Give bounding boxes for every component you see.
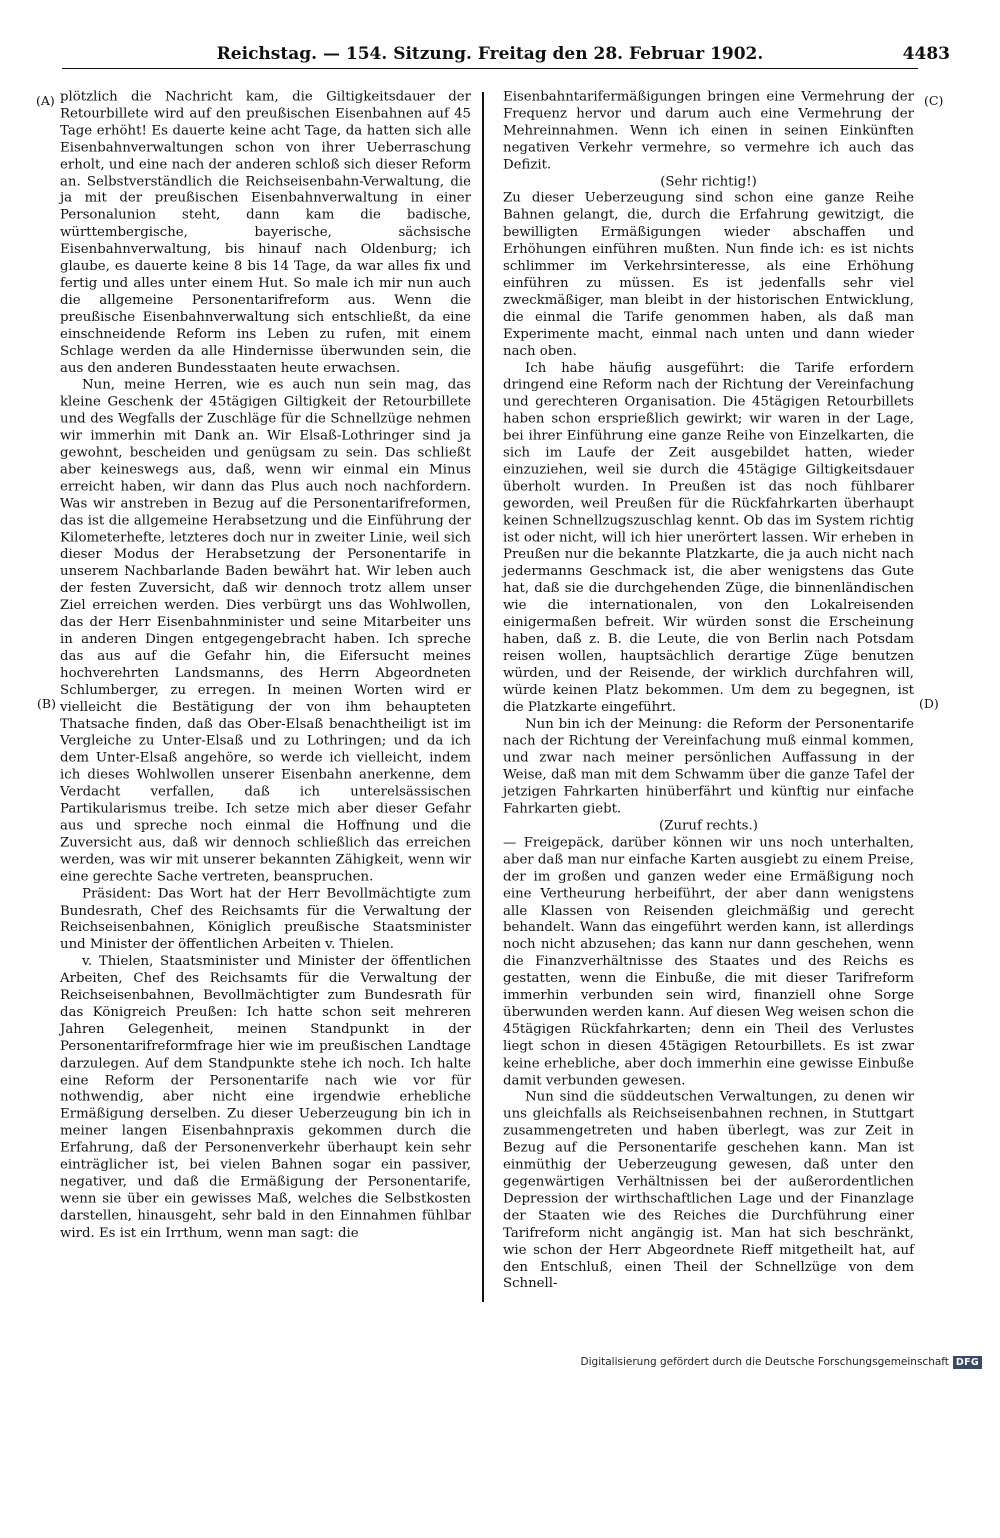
paragraph: Nun bin ich der Meinung: die Reform der Personentarife nach der Richtung der Vereinfachung muß einmal kommen, und zwar nach meiner persönlichen Auffassung in der Weise, daß man mit dem Schwamm über die ganze Tafel der jetzigen Fahrkarten hinüberfährt und künftig nur einfache Fahrkarten giebt.: [503, 717, 914, 817]
margin-marker-b: (B): [37, 696, 56, 711]
margin-marker-d: (D): [919, 696, 939, 711]
paragraph: Präsident: Das Wort hat der Herr Bevollmächtigte zum Bundesrath, Chef des Reichsamts für die Verwaltung der Reichseisenbahnen, Königlich preußische Staatsminister und Minister der öffentlichen Arbeiten v. Thielen.: [60, 886, 471, 953]
paragraph: Nun, meine Herren, wie es auch nun sein mag, das kleine Geschenk der 45tägigen Giltigkeit der Retourbillete und des Wegfalls der Zuschläge für die Schnellzüge nehmen wir immerhin mit Dank an. Wir Elsaß-Lothringer sind ja gewohnt, bescheiden und genügsam zu sein. Das schließt aber keineswegs aus, daß, wenn wir einmal ein Minus erreicht haben, wir dann das Plus auch noch nachfordern. Was wir anstreben in Bezug auf die Personentarifreformen, das ist die allgemeine Herabsetzung und die Einführung der Kilometerhefte, letzteres doch nur in zweiter Linie, weil sich dieser Modus der Herabsetzung der Personentarife in unserem Nachbarlande Baden bewährt hat. Wir leben auch der festen Zuversicht, daß wir dennoch trotz allem unser Ziel erreichen werden. Dies verbürgt uns das Wohlwollen, das der Herr Eisenbahnminister und seine Mitarbeiter uns in anderen Dingen entgegengebracht haben. Ich spreche das aus auf die Gefahr hin, die Eifersucht meines hochverehrten Landsmanns, des Herrn Abgeordneten Schlumberger, zu erregen. In meinen Worten wird er vielleicht die Bestätigung der von ihm behaupteten Thatsache finden, daß das Ober-Elsaß benachtheiligt ist im Vergleiche zu Unter-Elsaß und zu Lothringen; und da ich dem Unter-Elsaß angehöre, so werde ich vielleicht, indem ich dieses Wohlwollen unserer Eisenbahn anerkenne, dem Verdacht verfallen, daß ich unterelsässischen Partikularismus treibe. Ich setze mich aber dieser Gefahr aus und spreche noch einmal die Hoffnung und die Zuversicht aus, daß wir dennoch schließlich das erreichen werden, was wir mit unserer bekannten Zähigkeit, wenn wir eine gerechte Sache vertreten, beanspruchen.: [60, 378, 471, 885]
margin-marker-a: (A): [36, 93, 55, 108]
paragraph: Eisenbahntarifermäßigungen bringen eine Vermehrung der Frequenz hervor und darum auch eine Vermehrung der Mehreinnahmen. Wenn ich einen in seinen Einkünften negativen Verkehr vermehre, so vermehre ich auch das Defizit.: [503, 89, 914, 172]
footer-credit: [581, 1353, 982, 1371]
dfg-logo: DFG: [953, 1356, 982, 1369]
left-column: [60, 89, 471, 1538]
page-number: 4483: [902, 44, 950, 64]
paragraph: — Freigepäck, darüber können wir uns noch unterhalten, aber daß man nur einfache Karten ausgiebt zu einem Preise, der im großen und ganzen weder eine Ermäßigung noch eine Vertheurung herbeiführt, der aber dann wenigstens alle Klassen von Reisenden gleichmäßig und gerecht behandelt. Wann das eingeführt werden kann, ist allerdings noch nicht abzusehen; das kann nur dann geschehen, wenn die Finanzverhältnisse des Staates und des Reichs es gestatten, wenn die Einbuße, die mit dieser Tarifreform immerhin verbunden sein wird, finanziell ohne Sorge überwunden werden kann. Auf diesen Weg weisen schon die 45tägigen Rückfahrkarten; denn ein Theil des Verlustes liegt schon in diesen 45tägigen Retourbillets. Es ist zwar keine erhebliche, aber doch immerhin eine gewisse Einbuße damit verbunden gewesen.: [503, 836, 914, 1088]
paragraph: Zu dieser Ueberzeugung sind schon eine ganze Reihe Bahnen gelangt, die, durch die Erfahrung gewitzigt, die bewilligten Ermäßigungen wieder abschaffen und Erhöhungen einführen mußten. Nun finde ich: es ist nichts schlimmer im Verkehrsinteresse, als eine Erhöhung einführen zu müssen. Es ist jedenfalls sehr viel zweckmäßiger, man bleibt in der historischen Entwicklung, die einmal die Tarife genommen haben, als daß man Experimente macht, einmal nach unten und dann wieder nach oben.: [503, 191, 914, 359]
right-column: [503, 89, 914, 1538]
header-title: Reichstag. — 154. Sitzung. Freitag den 28. Februar 1902.: [216, 44, 764, 64]
paragraph: (Zuruf rechts.): [659, 819, 758, 834]
paragraph: Ich habe häufig ausgeführt: die Tarife erfordern dringend eine Reform nach der Richtung der Vereinfachung und gerechteren Organisation. Die 45tägigen Retourbillets haben schon ersprießlich gewirkt; wir waren in der Lage, bei ihrer Einführung eine ganze Reihe von Einzelkarten, die sich im Laufe der Zeit ausgebildet hatten, wieder einzuziehen, weil sie durch die 45tägige Giltigkeitsdauer überholt wurden. In Preußen ist das noch fühlbarer geworden, weil Preußen für die Rückfahrkarten überhaupt keinen Schnellzugszuschlag kennt. Ob das im System richtig ist oder nicht, will ich hier unerörtert lassen. Wir erheben in Preußen nur die bekannte Platzkarte, die ja auch nicht nach jedermanns Geschmack ist, die aber wenigstens das Gute hat, daß sie die durchgehenden Züge, die binnenländischen wie die internationalen, von den Lokalreisenden einigermaßen befreit. Wir würden sonst die Erscheinung haben, daß z. B. die Leute, die von Berlin nach Potsdam reisen wollen, hauptsächlich derartige Züge benutzen würden, und der Reisende, der wirklich durchfahren will, würde keinen Platz bekommen. Um dem zu begegnen, ist die Platzkarte eingeführt.: [503, 361, 914, 715]
paragraph: Nun sind die süddeutschen Verwaltungen, zu denen wir uns gleichfalls als Reichseisenbahnen rechnen, in Stuttgart zusammengetreten und haben überlegt, was zur Zeit in Bezug auf die Personentarife geschehen kann. Man ist einmüthig der Ueberzeugung gewesen, daß unter den gegenwärtigen Verhältnissen bei der außerordentlichen Depression der wirthschaftlichen Lage und der Finanzlage der Staaten wie des Reiches die Durchführung einer Tarifreform nicht angängig ist. Man hat sich beschränkt, wie schon der Herr Abgeordnete Rieff mitgetheilt hat, auf den Entschluß, einen Theil der Schnellzüge von dem Schnell-: [503, 1090, 914, 1292]
paragraph: plötzlich die Nachricht kam, die Giltigkeitsdauer der Retourbillete wird auf den preußischen Eisenbahnen auf 45 Tage erhöht! Es dauerte keine acht Tage, da hatten sich alle Eisenbahnverwaltungen schon von ihrer Ueberraschung erholt, und eine nach der anderen schloß sich dieser Reform an. Selbstverständlich die Reichseisenbahn-Verwaltung, die ja mit der preußischen Eisenbahnverwaltung in einer Personalunion steht, dann kam die badische, württembergische, bayerische, sächsische Eisenbahnverwaltung, bis hinauf nach Oldenburg; ich glaube, es dauerte keine 8 bis 14 Tage, da war alles fix und fertig und alles unter einem Hut. So male ich mir nun auch die allgemeine Personentarifreform aus. Wenn die preußische Eisenbahnverwaltung sich entschließt, da eine einschneidende Reform ins Leben zu rufen, mit einem Schlage werden da alle Hindernisse überwunden sein, die aus den anderen Bundesstaaten heute erwachsen.: [60, 89, 471, 376]
paragraph: v. Thielen, Staatsminister und Minister der öffentlichen Arbeiten, Chef des Reichsamts für die Verwaltung der Reichseisenbahnen, Bevollmächtigter zum Bundesrath für das Königreich Preußen: Ich hatte schon seit mehreren Jahren Gelegenheit, meinen Standpunkt in der Personentarifreformfrage hier wie im preußischen Landtage darzulegen. Auf dem Standpunkte stehe ich noch. Ich halte eine Reform der Personentarife nach wie vor für nothwendig, aber nicht eine irgendwie erhebliche Ermäßigung derselben. Zu dieser Ueberzeugung bin ich in meiner langen Eisenbahnpraxis gekommen durch die Erfahrung, daß der Personenverkehr überhaupt kein sehr einträglicher ist, bei vielen Bahnen sogar ein passiver, negativer, und daß die Ermäßigung der Personentarife, wenn sie über ein gewisses Maß, welches die Selbstkosten darstellen, hinausgeht, sehr bald in den Einnahmen fühlbar wird. Es ist ein Irrthum, wenn man sagt: die: [60, 954, 471, 1241]
footer-text: Digitalisierung gefördert durch die Deutsche Forschungsgemeinschaft: [580, 1356, 949, 1368]
margin-marker-c: (C): [924, 93, 944, 108]
column-divider: [482, 92, 484, 1302]
paragraph: (Sehr richtig!): [660, 174, 757, 189]
page-header: [62, 42, 950, 69]
